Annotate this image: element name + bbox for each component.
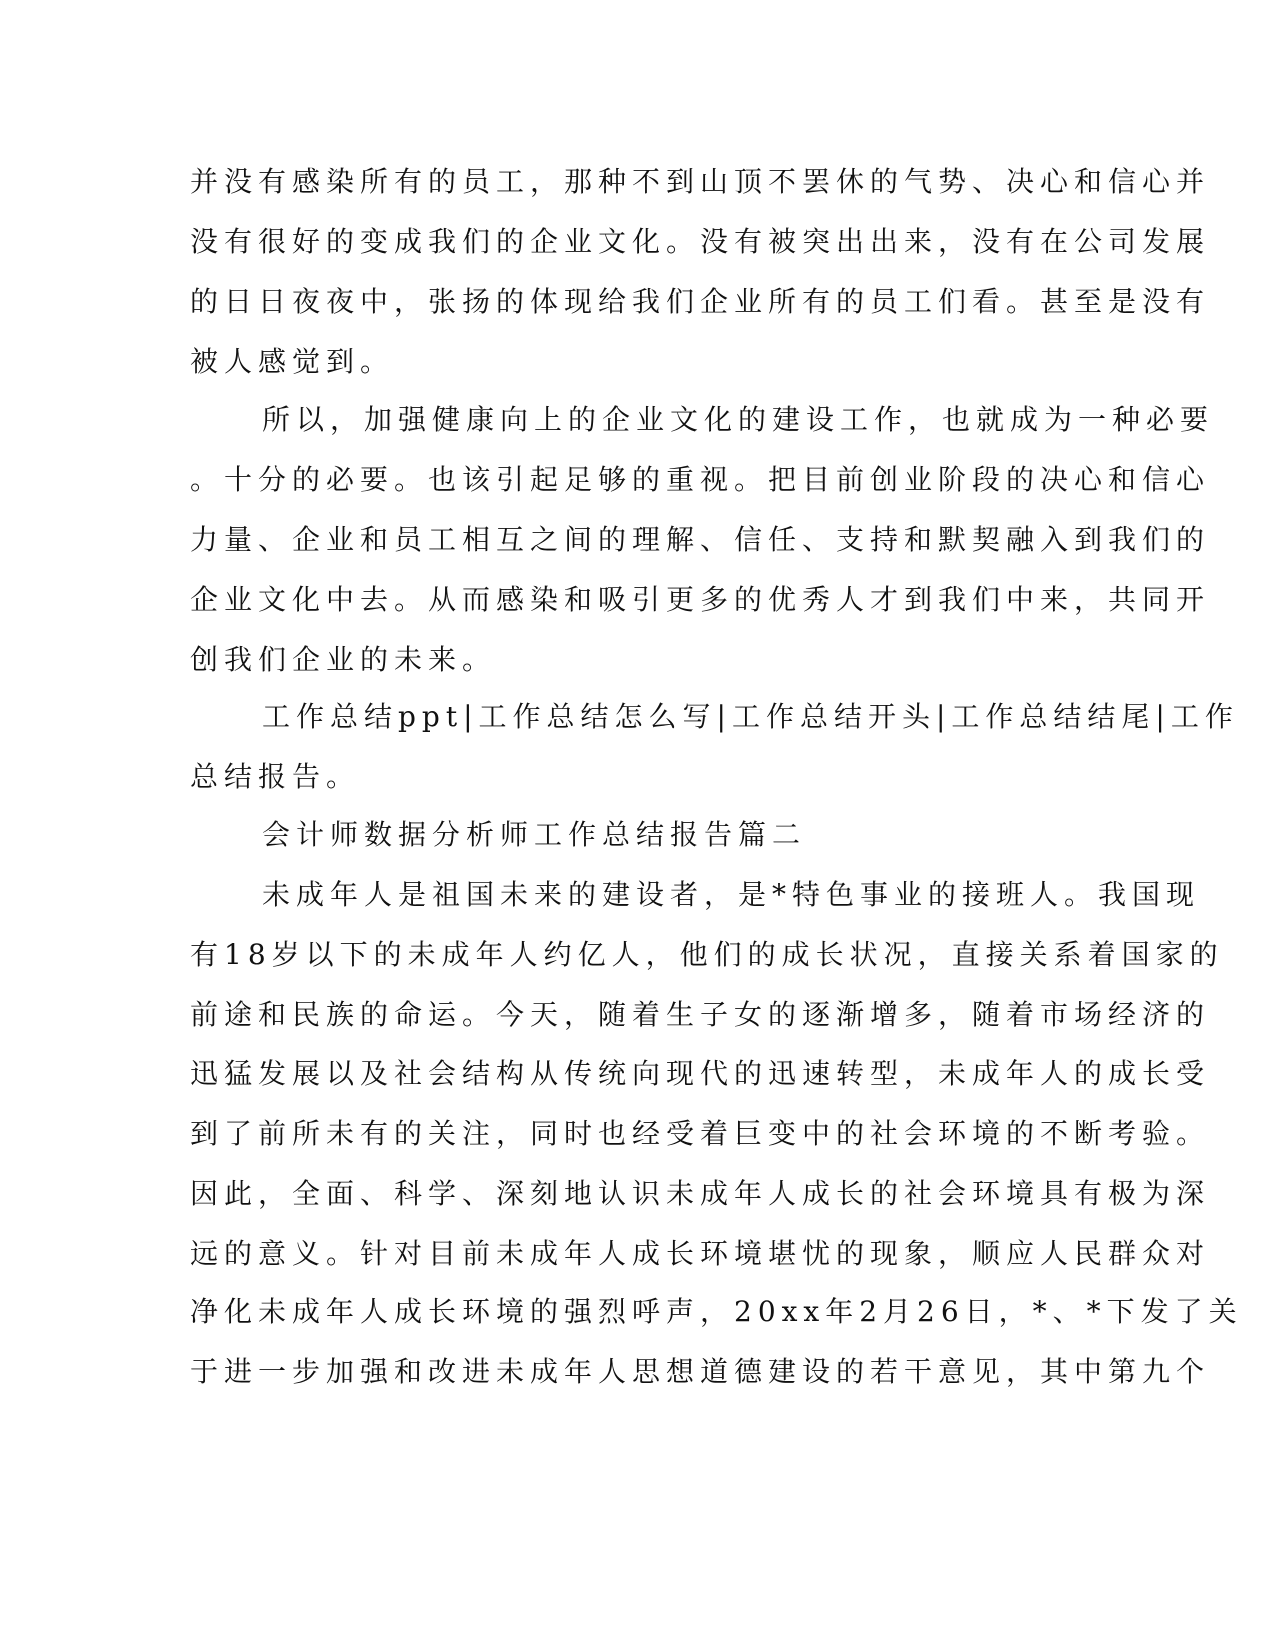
text-line: 工作总结ppt|工作总结怎么写|工作总结开头|工作总结结尾|工作 xyxy=(262,700,1239,733)
text-line: 没有很好的变成我们的企业文化。没有被突出出来，没有在公司发展 xyxy=(190,225,1211,258)
text-line: 企业文化中去。从而感染和吸引更多的优秀人才到我们中来，共同开 xyxy=(190,583,1211,616)
text-line: 。十分的必要。也该引起足够的重视。把目前创业阶段的决心和信心 xyxy=(190,463,1211,496)
section-heading: 会计师数据分析师工作总结报告篇二 xyxy=(262,818,807,851)
text-line: 有18岁以下的未成年人约亿人，他们的成长状况，直接关系着国家的 xyxy=(190,938,1224,971)
text-line: 未成年人是祖国未来的建设者，是*特色事业的接班人。我国现 xyxy=(262,878,1201,911)
text-line: 所以，加强健康向上的企业文化的建设工作，也就成为一种必要 xyxy=(262,403,1215,436)
text-line: 力量、企业和员工相互之间的理解、信任、支持和默契融入到我们的 xyxy=(190,523,1211,556)
text-line: 迅猛发展以及社会结构从传统向现代的迅速转型，未成年人的成长受 xyxy=(190,1057,1211,1090)
text-line: 因此，全面、科学、深刻地认识未成年人成长的社会环境具有极为深 xyxy=(190,1177,1211,1210)
text-line: 净化未成年人成长环境的强烈呼声，20xx年2月26日，*、*下发了关 xyxy=(190,1295,1243,1328)
text-line: 并没有感染所有的员工，那种不到山顶不罢休的气势、决心和信心并 xyxy=(190,165,1211,198)
text-line: 到了前所未有的关注，同时也经受着巨变中的社会环境的不断考验。 xyxy=(190,1117,1211,1150)
text-line: 远的意义。针对目前未成年人成长环境堪忧的现象，顺应人民群众对 xyxy=(190,1237,1211,1270)
text-line: 创我们企业的未来。 xyxy=(190,643,497,676)
text-line: 前途和民族的命运。今天，随着生子女的逐渐增多，随着市场经济的 xyxy=(190,998,1211,1031)
text-line: 的日日夜夜中，张扬的体现给我们企业所有的员工们看。甚至是没有 xyxy=(190,285,1211,318)
text-line: 总结报告。 xyxy=(190,760,361,793)
text-line: 于进一步加强和改进未成年人思想道德建设的若干意见，其中第九个 xyxy=(190,1355,1211,1388)
text-line: 被人感觉到。 xyxy=(190,345,395,378)
